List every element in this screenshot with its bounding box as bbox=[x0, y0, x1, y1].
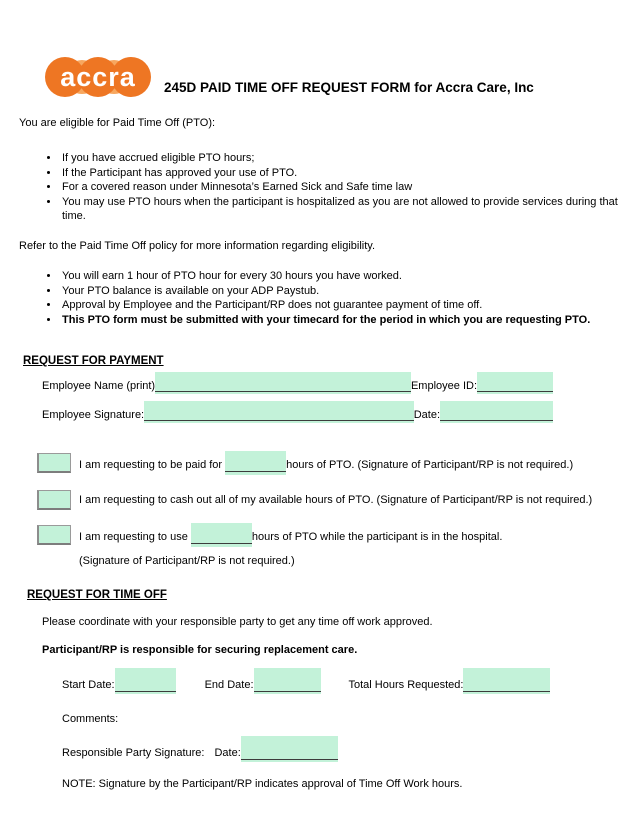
request-for-payment-heading: REQUEST FOR PAYMENT bbox=[23, 355, 164, 368]
hospital-option-post: hours of PTO while the participant is in the hospital. bbox=[251, 531, 503, 544]
rp-signature-label: Responsible Party Signature: bbox=[62, 747, 205, 760]
logo-wordmark: accra bbox=[60, 62, 136, 92]
total-hours-label: Total Hours Requested: bbox=[348, 679, 464, 692]
bullet-item: • Approval by Employee and the Participant/RP does not guarantee payment of time off. bbox=[60, 298, 621, 313]
option-cashout-row bbox=[37, 490, 621, 510]
rp-date-label: Date: bbox=[214, 747, 241, 760]
comments-row bbox=[62, 701, 577, 728]
comments-label: Comments: bbox=[62, 713, 119, 726]
hospital-option-text bbox=[79, 523, 502, 547]
employee-name-field[interactable] bbox=[155, 372, 411, 394]
hospital-checkbox[interactable] bbox=[37, 525, 71, 545]
employee-name-row bbox=[42, 372, 553, 394]
rp-date-field[interactable] bbox=[241, 736, 338, 762]
bullet-item: • If you have accrued eligible PTO hours; bbox=[60, 151, 621, 166]
employee-signature-label: Employee Signature: bbox=[42, 409, 145, 422]
form-header bbox=[45, 55, 621, 99]
employee-id-field[interactable] bbox=[477, 372, 553, 394]
bullet-item: • Your PTO balance is available on your ADP Paystub. bbox=[60, 284, 621, 299]
hospital-option-line2: (Signature of Participant/RP is not required.) bbox=[79, 555, 295, 568]
signature-date-label: Date: bbox=[413, 409, 440, 422]
note-line: NOTE: Signature by the Participant/RP indicates approval of Time Off Work hours. bbox=[62, 778, 463, 791]
hospital-option-pre: I am requesting to use bbox=[79, 531, 191, 544]
cashout-option-text: I am requesting to cash out all of my available hours of PTO. (Signature of Participant/RP is not required.) bbox=[79, 494, 593, 507]
policy-refer-line: Refer to the Paid Time Off policy for more information regarding eligibility. bbox=[19, 239, 376, 252]
start-date-field[interactable] bbox=[115, 668, 176, 694]
total-hours-field[interactable] bbox=[463, 668, 550, 694]
option-hospital-row bbox=[37, 523, 621, 547]
form-title: 245D PAID TIME OFF REQUEST FORM for Accra Care, Inc bbox=[164, 80, 534, 95]
eligibility-intro: You are eligible for Paid Time Off (PTO): bbox=[19, 117, 216, 129]
bullet-item: • If the Participant has approved your use of PTO. bbox=[60, 166, 621, 181]
paid-option-pre: I am requesting to be paid for bbox=[79, 459, 226, 472]
hospital-hours-field[interactable] bbox=[191, 523, 252, 547]
policy-bullet-list bbox=[19, 269, 621, 327]
replacement-care-line: Participant/RP is responsible for securing replacement care. bbox=[42, 644, 358, 657]
option-paid-row bbox=[37, 451, 621, 475]
paid-hours-field[interactable] bbox=[225, 451, 286, 475]
accra-logo bbox=[45, 55, 151, 99]
bullet-item-bold: • This PTO form must be submitted with your timecard for the period in which you are requesting PTO. bbox=[60, 313, 621, 328]
rp-signature-row bbox=[62, 736, 567, 762]
paid-checkbox[interactable] bbox=[37, 453, 71, 473]
paid-option-post: hours of PTO. (Signature of Participant/RP is not required.) bbox=[286, 459, 574, 472]
employee-id-label: Employee ID: bbox=[410, 380, 477, 393]
employee-signature-row bbox=[42, 401, 553, 423]
coordinate-line: Please coordinate with your responsible party to get any time off work approved. bbox=[42, 616, 433, 629]
dates-row bbox=[62, 668, 586, 694]
eligibility-bullet-list bbox=[19, 151, 621, 224]
paid-option-text bbox=[79, 451, 573, 475]
start-date-label: Start Date: bbox=[62, 679, 115, 692]
end-date-label: End Date: bbox=[204, 679, 254, 692]
cashout-checkbox[interactable] bbox=[37, 490, 71, 510]
bullet-item: • You may use PTO hours when the participant is hospitalized as you are not allowed to provide services during that time. bbox=[60, 195, 621, 224]
end-date-field[interactable] bbox=[254, 668, 321, 694]
bullet-item: • You will earn 1 hour of PTO hour for every 30 hours you have worked. bbox=[60, 269, 621, 284]
employee-name-label: Employee Name (print) bbox=[42, 380, 156, 393]
signature-date-field[interactable] bbox=[440, 401, 553, 423]
bullet-item: • For a covered reason under Minnesota’s Earned Sick and Safe time law bbox=[60, 180, 621, 195]
employee-signature-field[interactable] bbox=[144, 401, 414, 423]
request-for-time-off-heading: REQUEST FOR TIME OFF bbox=[27, 589, 167, 602]
